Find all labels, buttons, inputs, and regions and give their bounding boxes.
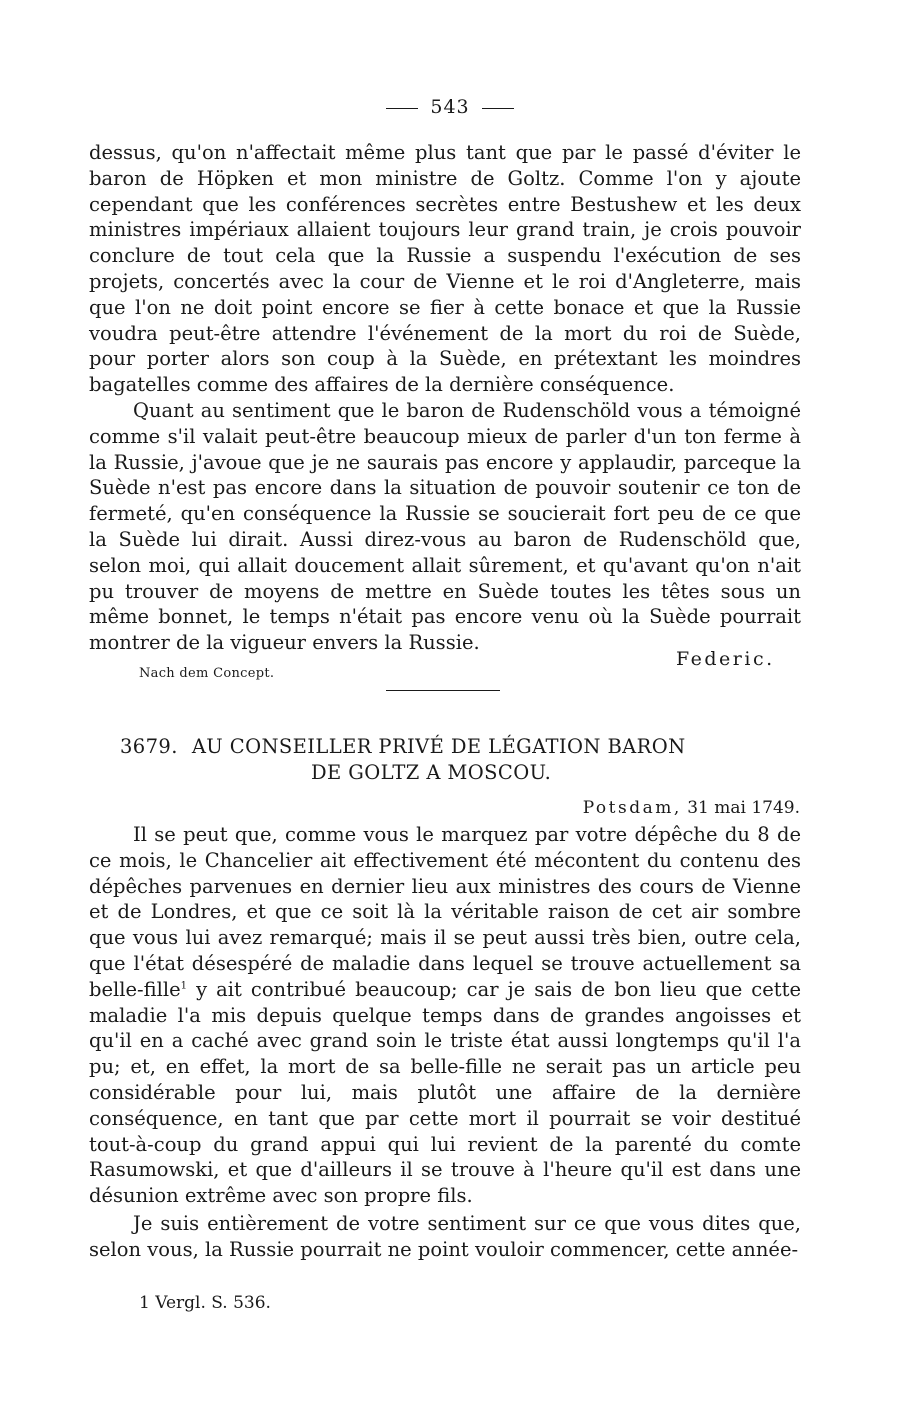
paragraph-text-before-note: Il se peut que, comme vous le marquez par votre dépêche du 8 de ce mois, le Chancelier ait effectivement été mécontent du contenu des dépêches parvenues en dernier lieu aux ministres des cours de Vienne et de Londres, et que ce soit là la véritable raison de cet air sombre que vous lui avez remarqué; mais il se peut aussi très bien, outre cela, que l'état désespéré de maladie dans lequel se trouve actuellement sa belle-fille xyxy=(89,823,801,1001)
paragraph-text: Je suis entièrement de votre sentiment sur ce que vous dites que, selon vous, la Russie pourrait ne point vouloir commencer, cette année- xyxy=(89,1212,801,1261)
heading-line-1: AU CONSEILLER PRIVÉ DE LÉGATION BARON xyxy=(191,735,686,758)
footnote-marker: 1 xyxy=(139,1293,150,1313)
dateline xyxy=(583,798,800,818)
paragraph-text-after-note: y ait contribué beaucoup; car je sais de bon lieu que cette maladie l'a mis depuis quelque temps dans de grandes angoisses et qu'il en a caché avec grand soin le triste état aussi longtemps qu'il l'a pu; et, en effet, la mort de sa belle-fille ne serait pas un article peu considérable pour lui, mais plutôt une affaire de la dernière conséquence, en tant que par cette mort il pourrait se voir destitué tout-à-coup du grand appui qui lui revient de la parenté du comte Rasumowski, et que d'ailleurs il se trouve à l'heure qu'il est dans une désunion extrême avec son propre fils. xyxy=(89,977,801,1208)
footnote xyxy=(139,1293,271,1313)
letter-heading xyxy=(120,734,800,786)
running-head xyxy=(0,96,900,118)
footnote-reference: 1 xyxy=(180,980,188,992)
footnote-text: Vergl. S. 536. xyxy=(155,1293,271,1313)
letter-number: 3679. xyxy=(120,735,178,758)
letter-paragraph-1 xyxy=(89,822,801,1209)
source-note: Nach dem Concept. xyxy=(139,666,275,681)
continuation-paragraph-1 xyxy=(89,140,801,398)
page-number: 543 xyxy=(430,96,470,118)
paragraph-text xyxy=(89,822,801,1209)
paragraph-text: dessus, qu'on n'affectait même plus tant que par le passé d'éviter le baron de Höpken et mon ministre de Goltz. Comme l'on y ajoute cependant que les conférences secrètes entre Bestushew et les deux ministres impériaux allaient toujours leur grand train, je crois pouvoir conclure de tout cela que la Russie a suspendu l'exécution de ses projets, concertés avec la cour de Vienne et le roi d'Angleterre, mais que l'on ne doit point encore se fier à cette bonace et que la Russie voudra peut-être attendre l'événement de la mort du roi de Suède, pour porter alors son coup à la Suède, en prétextant les moindres bagatelles comme des affaires de la dernière conséquence. xyxy=(89,141,801,397)
section-divider xyxy=(386,690,500,691)
paragraph-text: Quant au sentiment que le baron de Rudenschöld vous a témoigné comme s'il valait peut-être beaucoup mieux de parler d'un ton ferme à la Russie, j'avoue que je ne saurais pas encore y applaudir, parceque la Suède n'est pas encore dans la situation de pouvoir soutenir ce ton de fermeté, qu'en conséquence la Russie se soucierait fort peu de ce que la Suède lui dirait. Aussi direz-vous au baron de Rudenschöld que, selon moi, qui allait doucement allait sûrement, et qu'avant qu'on n'ait pu trouver de moyens de mettre en Suède toutes les têtes sous un même bonnet, le temps n'était pas encore venu où la Suède pourrait montrer de la vigueur envers la Russie. xyxy=(89,399,801,655)
dateline-place: Potsdam, xyxy=(582,798,682,818)
continuation-paragraph-2 xyxy=(89,398,801,656)
left-dash xyxy=(386,108,418,109)
dateline-date: 31 mai 1749. xyxy=(687,798,800,818)
letter-paragraph-2 xyxy=(89,1211,801,1263)
signature: Federic. xyxy=(676,648,775,670)
heading-line-2: DE GOLTZ A MOSCOU. xyxy=(311,761,552,784)
right-dash xyxy=(482,108,514,109)
